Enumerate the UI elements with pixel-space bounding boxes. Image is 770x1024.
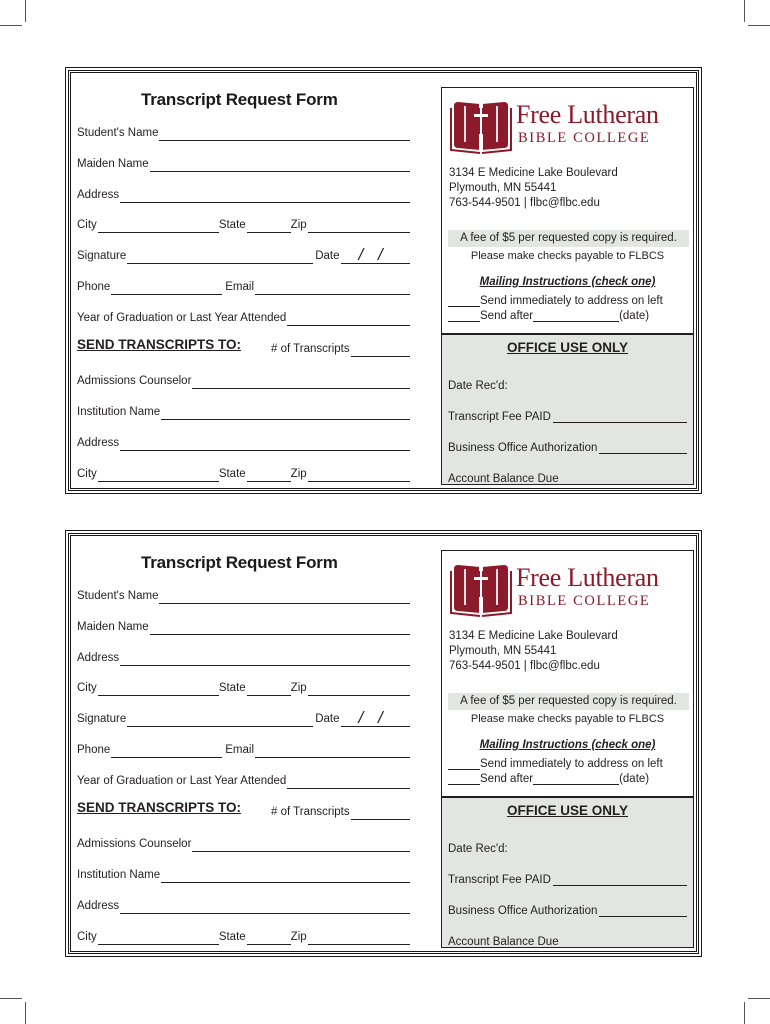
input-line[interactable]	[351, 343, 410, 357]
address-field[interactable]	[77, 648, 410, 666]
field-label: # of Transcripts	[271, 806, 350, 818]
input-line[interactable]	[159, 590, 410, 604]
college-subtitle: BIBLE COLLEGE	[518, 593, 651, 609]
transcript-form-card	[68, 70, 699, 491]
input-line[interactable]	[561, 936, 681, 948]
date-received-field	[448, 376, 687, 392]
field-label: Year of Graduation or Last Year Attended	[77, 775, 287, 787]
college-subtitle: BIBLE COLLEGE	[518, 130, 651, 146]
send-after-date-line[interactable]	[533, 310, 619, 322]
institution-name-field[interactable]	[77, 402, 410, 420]
field-label: Zip	[290, 682, 307, 694]
fee-paid-field[interactable]	[448, 870, 687, 886]
state-line[interactable]	[247, 468, 291, 482]
authorization-field[interactable]	[448, 438, 687, 454]
maiden-name-field[interactable]	[77, 617, 410, 635]
institution-city-state-zip-field[interactable]	[77, 927, 410, 945]
zip-line[interactable]	[308, 468, 410, 482]
year-field[interactable]	[77, 308, 410, 326]
college-name: Free Lutheran	[516, 100, 659, 129]
student-name-field[interactable]	[77, 123, 410, 141]
fee-notice: A fee of $5 per requested copy is required.	[448, 230, 689, 247]
field-label: Date Rec'd:	[448, 843, 508, 855]
date-slashes: / /	[358, 245, 388, 264]
balance-due-field[interactable]	[448, 469, 681, 485]
field-label: Admissions Counselor	[77, 375, 192, 387]
input-line[interactable]	[192, 838, 410, 852]
field-label: State	[218, 468, 246, 480]
date-received-field	[448, 839, 687, 855]
city-state-zip-field[interactable]	[77, 215, 410, 233]
option-label: Send immediately to address on left	[480, 295, 663, 307]
city-line[interactable]	[98, 682, 219, 696]
maiden-name-field[interactable]	[77, 154, 410, 172]
field-label: Student's Name	[77, 127, 159, 139]
date-line[interactable]	[341, 245, 410, 264]
balance-due-field[interactable]	[448, 932, 681, 948]
field-label: Transcript Fee PAID	[448, 411, 551, 423]
send-transcripts-heading: SEND TRANSCRIPTS TO:	[77, 800, 242, 815]
field-label: Email	[225, 744, 255, 756]
option-label: Send after	[480, 773, 534, 785]
option-label: (date)	[619, 773, 650, 785]
fee-paid-field[interactable]	[448, 407, 687, 423]
city-line[interactable]	[98, 468, 219, 482]
input-line[interactable]	[561, 473, 681, 485]
field-label: Phone	[77, 744, 111, 756]
field-label: Zip	[290, 219, 307, 231]
college-street: 3134 E Medicine Lake Boulevard	[449, 167, 618, 179]
fee-notice: A fee of $5 per requested copy is required.	[448, 693, 689, 710]
state-line[interactable]	[247, 682, 291, 696]
input-line[interactable]	[553, 874, 687, 886]
option-label: (date)	[619, 310, 650, 322]
option-send-after[interactable]	[448, 310, 649, 322]
field-label: Admissions Counselor	[77, 838, 192, 850]
signature-date-field[interactable]	[77, 709, 410, 727]
input-line[interactable]	[599, 442, 687, 454]
field-label: State	[218, 219, 246, 231]
crop-mark	[25, 0, 26, 22]
input-line[interactable]	[161, 406, 410, 420]
field-label: Zip	[290, 931, 307, 943]
checkbox-line[interactable]	[448, 310, 480, 322]
option-send-immediately[interactable]	[448, 758, 663, 770]
form-title: Transcript Request Form	[141, 90, 338, 109]
office-use-section	[442, 796, 693, 947]
field-label: Business Office Authorization	[448, 905, 598, 917]
student-name-field[interactable]	[77, 586, 410, 604]
authorization-field[interactable]	[448, 901, 687, 917]
city-line[interactable]	[98, 219, 219, 233]
college-contact: 763-544-9501 | flbc@flbc.edu	[449, 197, 600, 209]
field-label: Account Balance Due	[448, 936, 559, 948]
field-label: Maiden Name	[77, 621, 149, 633]
input-line[interactable]	[120, 189, 410, 203]
input-line[interactable]	[192, 375, 410, 389]
mailing-instructions-heading: Mailing Instructions (check one)	[479, 276, 656, 288]
college-contact: 763-544-9501 | flbc@flbc.edu	[449, 660, 600, 672]
zip-line[interactable]	[308, 219, 410, 233]
crop-mark	[0, 25, 22, 26]
field-label: City	[77, 219, 97, 231]
date-line[interactable]	[341, 708, 410, 727]
option-send-immediately[interactable]	[448, 295, 663, 307]
option-send-after[interactable]	[448, 773, 649, 785]
city-line[interactable]	[98, 931, 219, 945]
institution-city-state-zip-field[interactable]	[77, 464, 410, 482]
checkbox-line[interactable]	[448, 295, 480, 307]
field-label: Address	[77, 437, 120, 449]
college-info-panel	[441, 87, 694, 485]
checkbox-line[interactable]	[448, 758, 480, 770]
field-label: State	[218, 682, 246, 694]
office-use-heading: OFFICE USE ONLY	[506, 803, 629, 818]
signature-line[interactable]	[127, 713, 313, 727]
signature-line[interactable]	[127, 250, 313, 264]
institution-address-field[interactable]	[77, 433, 410, 451]
option-label: Send immediately to address on left	[480, 758, 663, 770]
send-after-date-line[interactable]	[533, 773, 619, 785]
field-label: Account Balance Due	[448, 473, 559, 485]
college-logo	[450, 559, 690, 619]
input-line[interactable]	[150, 158, 410, 172]
phone-email-field[interactable]	[77, 277, 410, 295]
address-field[interactable]	[77, 185, 410, 203]
date-slashes: / /	[358, 708, 388, 727]
phone-email-field[interactable]	[77, 740, 410, 758]
input-line[interactable]	[351, 806, 410, 820]
zip-line[interactable]	[308, 682, 410, 696]
college-name: Free Lutheran	[516, 563, 659, 592]
phone-line[interactable]	[111, 744, 222, 758]
crop-mark	[0, 998, 22, 999]
field-label: Maiden Name	[77, 158, 149, 170]
field-label: Address	[77, 900, 120, 912]
input-line[interactable]	[287, 312, 410, 326]
form-title: Transcript Request Form	[141, 553, 338, 572]
input-line[interactable]	[159, 127, 410, 141]
field-label: Signature	[77, 713, 127, 725]
institution-name-field[interactable]	[77, 865, 410, 883]
checkbox-line[interactable]	[448, 773, 480, 785]
college-city: Plymouth, MN 55441	[449, 182, 557, 194]
field-label: Institution Name	[77, 869, 161, 881]
input-line[interactable]	[553, 411, 687, 423]
field-label: Email	[225, 281, 255, 293]
field-label: Signature	[77, 250, 127, 262]
payable-notice: Please make checks payable to FLBCS	[470, 250, 665, 262]
field-label: City	[77, 931, 97, 943]
crop-mark	[748, 998, 770, 999]
admissions-counselor-field[interactable]	[77, 834, 410, 852]
crop-mark	[744, 1002, 745, 1024]
year-field[interactable]	[77, 771, 410, 789]
office-use-section	[442, 333, 693, 484]
crop-mark	[748, 25, 770, 26]
field-label: Date Rec'd:	[448, 380, 508, 392]
field-label: Institution Name	[77, 406, 161, 418]
field-label: Address	[77, 189, 120, 201]
email-line[interactable]	[255, 744, 410, 758]
office-use-heading: OFFICE USE ONLY	[506, 340, 629, 355]
city-state-zip-field[interactable]	[77, 678, 410, 696]
college-city: Plymouth, MN 55441	[449, 645, 557, 657]
crop-mark	[744, 0, 745, 22]
input-line[interactable]	[120, 652, 410, 666]
field-label: Date	[315, 250, 340, 262]
bible-cross-icon	[450, 559, 512, 617]
signature-date-field[interactable]	[77, 246, 410, 264]
num-transcripts-field[interactable]	[271, 339, 410, 357]
field-label: Zip	[290, 468, 307, 480]
college-info-panel	[441, 550, 694, 948]
input-line[interactable]	[150, 621, 410, 635]
field-label: City	[77, 468, 97, 480]
field-label: Business Office Authorization	[448, 442, 598, 454]
transcript-form-card	[68, 533, 699, 954]
payable-notice: Please make checks payable to FLBCS	[470, 713, 665, 725]
state-line[interactable]	[247, 219, 291, 233]
field-label: Year of Graduation or Last Year Attended	[77, 312, 287, 324]
zip-line[interactable]	[308, 931, 410, 945]
crop-mark	[25, 1002, 26, 1024]
field-label: Address	[77, 652, 120, 664]
input-line[interactable]	[287, 775, 410, 789]
admissions-counselor-field[interactable]	[77, 371, 410, 389]
field-label: Student's Name	[77, 590, 159, 602]
college-street: 3134 E Medicine Lake Boulevard	[449, 630, 618, 642]
field-label: City	[77, 682, 97, 694]
field-label: # of Transcripts	[271, 343, 350, 355]
send-transcripts-heading: SEND TRANSCRIPTS TO:	[77, 337, 242, 352]
input-line[interactable]	[120, 437, 410, 451]
institution-address-field[interactable]	[77, 896, 410, 914]
college-logo	[450, 96, 690, 156]
state-line[interactable]	[247, 931, 291, 945]
field-label: State	[218, 931, 246, 943]
input-line[interactable]	[120, 900, 410, 914]
input-line[interactable]	[161, 869, 410, 883]
field-label: Date	[315, 713, 340, 725]
email-line[interactable]	[255, 281, 410, 295]
mailing-instructions-heading: Mailing Instructions (check one)	[479, 739, 656, 751]
phone-line[interactable]	[111, 281, 222, 295]
field-label: Phone	[77, 281, 111, 293]
bible-cross-icon	[450, 96, 512, 154]
option-label: Send after	[480, 310, 534, 322]
input-line[interactable]	[599, 905, 687, 917]
field-label: Transcript Fee PAID	[448, 874, 551, 886]
num-transcripts-field[interactable]	[271, 802, 410, 820]
